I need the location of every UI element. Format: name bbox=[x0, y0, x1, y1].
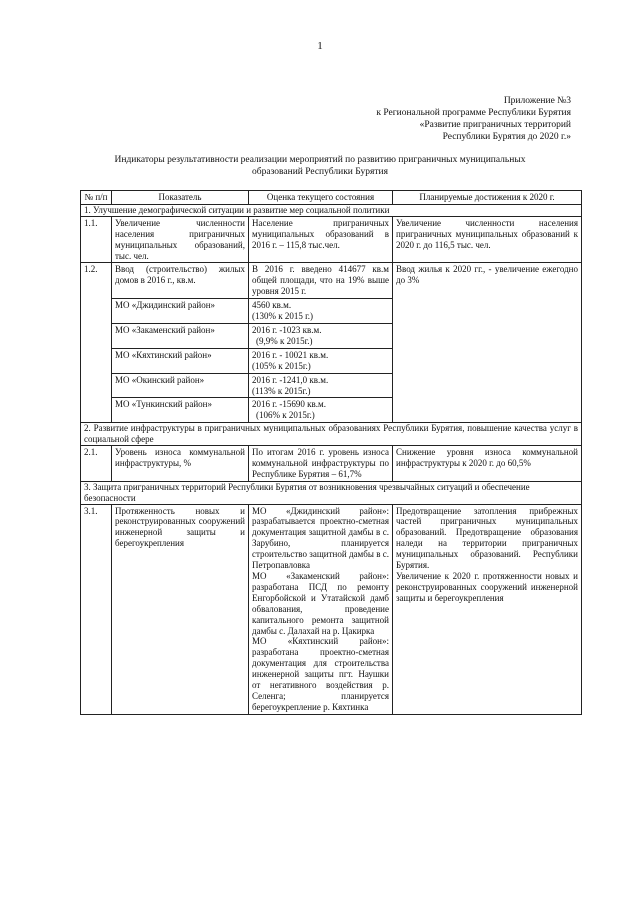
value-line: (9,9% к 2015г.) bbox=[256, 335, 313, 346]
header-cell-indicator: Показатель bbox=[112, 191, 249, 205]
page-number: 1 bbox=[317, 40, 323, 52]
table-row bbox=[81, 216, 582, 263]
section-row bbox=[81, 204, 582, 216]
row-number: 1.2. bbox=[81, 263, 112, 423]
indicator-cell: Уровень износа коммунальной инфраструктуры, % bbox=[112, 446, 249, 482]
appendix-header bbox=[376, 95, 571, 143]
section-row bbox=[81, 423, 582, 446]
header-cell-current: Оценка текущего состояния bbox=[249, 191, 393, 205]
district-value bbox=[249, 348, 393, 373]
district-value bbox=[249, 299, 393, 324]
planned-cell bbox=[393, 504, 582, 714]
planned-paragraph: Предотвращение затопления прибрежных частей приграничных муниципальных образований. Предотвращение образования наледи на территории приграничных муниципальных образований. Республики Бурятия. bbox=[396, 505, 578, 571]
indicator-cell: Увеличение численности населения приграничных муниципальных образований, тыс. чел. bbox=[112, 216, 249, 263]
value-line: (130% к 2015 г.) bbox=[252, 311, 314, 322]
current-paragraph: МО «Закаменский район»: разработана ПСД по ремонту Енгорбойской и Утатайской дамб обвалования, проведение капитального ремонта защитной дамбы с. Далахай на р. Цакирка bbox=[252, 571, 389, 636]
district-name: МО «Тункинский район» bbox=[112, 398, 249, 423]
row-number: 3.1. bbox=[81, 504, 112, 714]
section-heading: 2. Развитие инфраструктуры в приграничных муниципальных образованиях Республики Бурятия, повышение качества услуг в социальной сфере bbox=[81, 423, 582, 446]
current-state-cell: В 2016 г. введено 414677 кв.м общей площади, что на 19% выше уровня 2015 г. bbox=[249, 263, 393, 299]
planned-cell: Снижение уровня износа коммунальной инфраструктуры к 2020 г. до 60,5% bbox=[393, 446, 582, 482]
appendix-line: «Развитие приграничных территорий bbox=[419, 120, 571, 130]
section-heading: 1. Улучшение демографической ситуации и развитие мер социальной политики bbox=[81, 204, 582, 216]
header-cell-number: № п/п bbox=[81, 191, 112, 205]
value-line: (113% к 2015г.) bbox=[252, 385, 311, 396]
appendix-line: Приложение №3 bbox=[503, 96, 571, 106]
indicators-table bbox=[80, 190, 582, 715]
value-line: 4560 кв.м. bbox=[252, 300, 292, 311]
value-line: 2016 г. -1023 кв.м. bbox=[252, 324, 322, 335]
table-header-row bbox=[81, 191, 582, 205]
table-row bbox=[81, 446, 582, 482]
current-state-cell: По итогам 2016 г. уровень износа коммунальной инфраструктуры по Республике Бурятия – 61,7% bbox=[249, 446, 393, 482]
appendix-line: Республики Бурятия до 2020 г.» bbox=[442, 132, 571, 142]
indicator-cell: Протяженность новых и реконструированных сооружений инженерной защиты и берегоукрепления bbox=[112, 504, 249, 714]
appendix-line: к Региональной программе Республики Бурятия bbox=[376, 108, 571, 118]
value-line: 2016 г. -1241,0 кв.м. bbox=[252, 374, 329, 385]
district-name: МО «Закаменский район» bbox=[112, 323, 249, 348]
title-line: образований Республики Бурятия bbox=[252, 167, 388, 177]
district-value bbox=[249, 373, 393, 398]
value-line: (106% к 2015г.) bbox=[256, 410, 315, 421]
table-row bbox=[81, 263, 582, 299]
planned-paragraph: Увеличение к 2020 г. протяженности новых и реконструированных сооружений инженерной защиты и берегоукрепления bbox=[396, 571, 578, 603]
current-state-cell: Население приграничных муниципальных образований в 2016 г. – 115,8 тыс.чел. bbox=[249, 216, 393, 263]
district-value bbox=[249, 323, 393, 348]
value-line: 2016 г. - 10021 кв.м. bbox=[252, 349, 329, 360]
planned-cell: Увеличение численности населения приграничных муниципальных образований к 2020 г. до 116,5 тыс. чел. bbox=[393, 216, 582, 263]
current-paragraph: МО «Кяхтинский район»: разработана проектно-сметная документация для строительства инженерной защиты пгт. Наушки от негативного воздействия р. Селенга; планируется берегоукрепление р. Кяхтинка bbox=[252, 636, 389, 712]
indicator-cell: Ввод (строительство) жилых домов в 2016 г., кв.м. bbox=[112, 263, 249, 299]
planned-cell: Ввод жилья к 2020 гг., - увеличение ежегодно до 3% bbox=[393, 263, 582, 423]
district-name: МО «Кяхтинский район» bbox=[112, 348, 249, 373]
district-name: МО «Джидинский район» bbox=[112, 299, 249, 324]
document-title bbox=[80, 154, 560, 178]
section-heading: 3. Защита приграничных территорий Республики Бурятия от возникновения чрезвычайных ситуаций и обеспечение безопасности bbox=[81, 481, 582, 504]
current-state-cell bbox=[249, 504, 393, 714]
row-number: 1.1. bbox=[81, 216, 112, 263]
section-row bbox=[81, 481, 582, 504]
header-cell-planned: Планируемые достижения к 2020 г. bbox=[393, 191, 582, 205]
row-number: 2.1. bbox=[81, 446, 112, 482]
value-line: (105% к 2015г.) bbox=[252, 360, 311, 371]
current-paragraph: МО «Джидинский район»: разрабатывается проектно-сметная документация защитной дамбы в с. Зарубино, планируется строительство защитной дамбы в с. Петропавловка bbox=[252, 505, 389, 571]
district-name: МО «Окинский район» bbox=[112, 373, 249, 398]
district-value bbox=[249, 398, 393, 423]
value-line: 2016 г. -15690 кв.м. bbox=[252, 399, 326, 410]
table-row bbox=[81, 504, 582, 714]
title-line: Индикаторы результативности реализации мероприятий по развитию приграничных муниципальных bbox=[114, 155, 526, 165]
